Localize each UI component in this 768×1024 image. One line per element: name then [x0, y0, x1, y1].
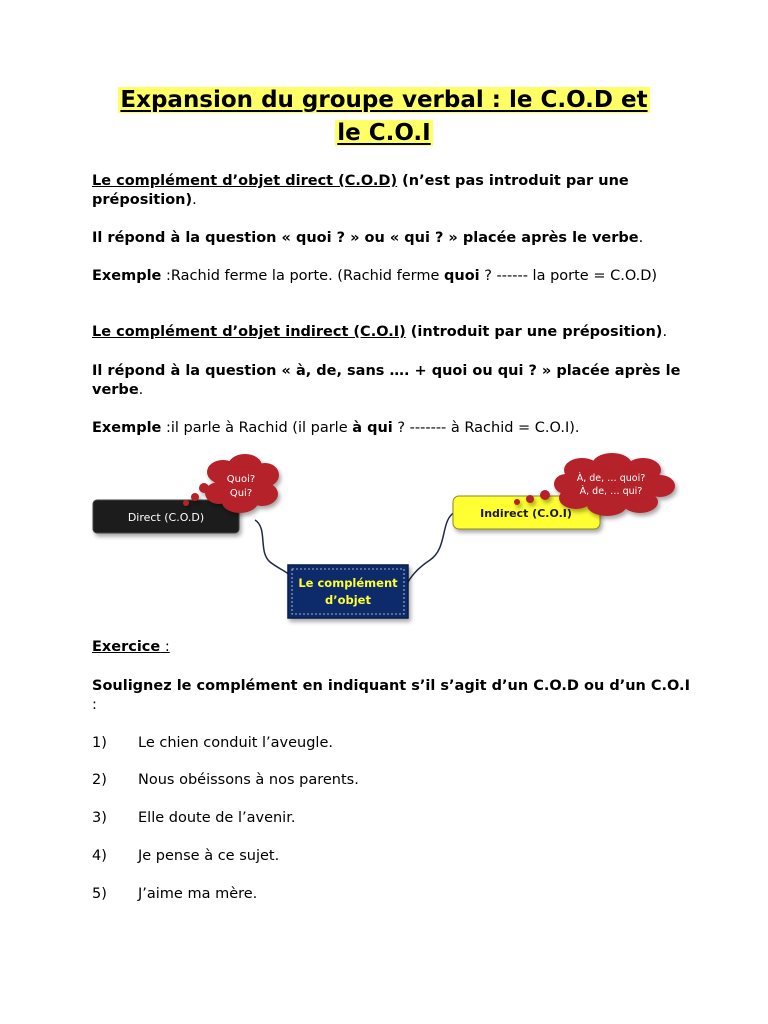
exercise-item-text: Nous obéissons à nos parents.	[138, 772, 359, 788]
exercise-item-text: Je pense à ce sujet.	[138, 848, 280, 864]
center-box-line1: Le complément	[298, 576, 398, 590]
cod-heading: Le complément d’objet direct (C.O.D)	[92, 173, 398, 189]
center-box-line2: d’objet	[325, 593, 371, 607]
exercise-instruction	[92, 677, 692, 715]
coi-example-word: à qui	[352, 420, 393, 436]
cod-example-label: Exemple	[92, 268, 162, 284]
cloud-right-line2: À, de, … qui?	[579, 486, 643, 497]
exercise-item-text: Le chien conduit l’aveugle.	[138, 735, 333, 751]
coi-heading-end: .	[662, 324, 668, 340]
coi-example-text-a: :il parle à Rachid (il parle	[161, 420, 353, 436]
exercise-instruction-text: Soulignez le complément en indiquant s’il s’agit d’un C.O.D ou d’un C.O.I	[92, 678, 690, 694]
cod-heading-note: (n’est pas introduit par une préposition)	[92, 173, 629, 208]
exercise-item-number: 2)	[92, 772, 107, 788]
cod-rule-end: .	[638, 230, 644, 246]
exercise-heading-colon: :	[160, 639, 170, 655]
exercise-instruction-end: :	[92, 697, 97, 713]
cod-rule-text: Il répond à la question « quoi ? » ou « qui ? » placée après le verbe	[92, 230, 639, 246]
cloud-left-line1: Quoi?	[226, 474, 256, 485]
exercise-item-number: 4)	[92, 848, 107, 864]
cod-example-word: quoi	[444, 268, 480, 284]
exercise-item-number: 3)	[92, 810, 107, 826]
coi-rule-end: .	[138, 382, 144, 398]
connector-right	[408, 512, 455, 582]
indirect-box-label: Indirect (C.O.I)	[480, 507, 572, 520]
coi-heading: Le complément d’objet indirect (C.O.I)	[92, 324, 406, 340]
coi-rule-text: Il répond à la question « à, de, sans …. + quoi ou qui ? » placée après le verbe	[92, 363, 681, 398]
center-box	[288, 565, 408, 618]
cod-example-text-a: :Rachid ferme la porte. (Rachid ferme	[161, 268, 444, 284]
cloud-right-line1: À, de, … quoi?	[576, 473, 646, 484]
title-line-1: Expansion du groupe verbal : le C.O.D et	[120, 87, 648, 113]
exercise-heading	[92, 638, 692, 657]
exercise-item-text: Elle doute de l’avenir.	[138, 810, 296, 826]
cloud-left-line2: Qui?	[229, 488, 253, 499]
title-line-2: le C.O.I	[337, 120, 431, 146]
coi-example-text-b: ? ------- à Rachid = C.O.I).	[392, 420, 580, 436]
coi-example-label: Exemple	[92, 420, 162, 436]
coi-heading-note: (introduit par une préposition)	[405, 324, 663, 340]
exercise-item-text: J’aime ma mère.	[138, 886, 258, 902]
direct-box-label: Direct (C.O.D)	[127, 511, 205, 524]
exercise-item-number: 1)	[92, 735, 107, 751]
exercise-heading-text: Exercice	[92, 639, 161, 655]
cod-heading-end: .	[192, 192, 197, 208]
exercise-item-number: 5)	[92, 886, 107, 902]
cod-example-text-b: ? ------ la porte = C.O.D)	[479, 268, 658, 284]
